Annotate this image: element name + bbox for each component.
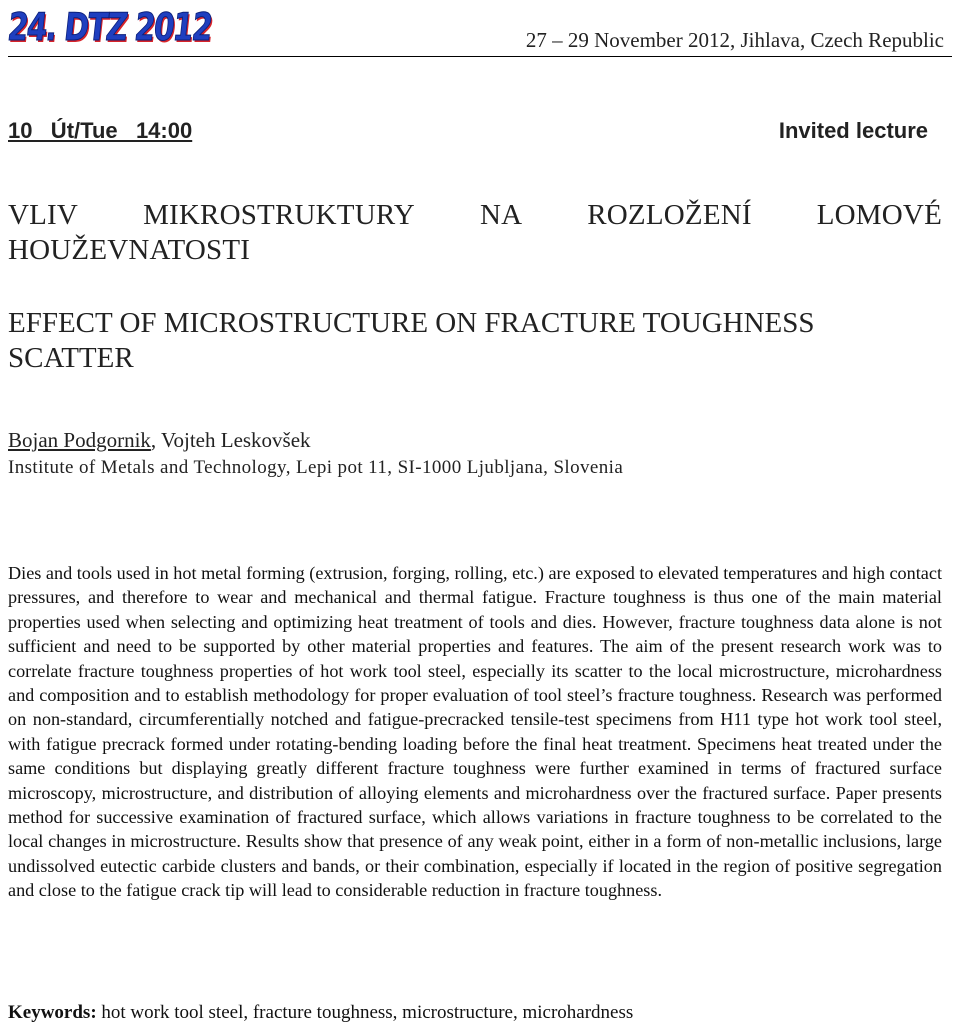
keywords-text: hot work tool steel, fracture toughness, microstructure, microhardness <box>96 1002 634 1023</box>
conference-logo-text: 24. DTZ 2012 <box>5 5 214 49</box>
page-header <box>5 5 952 57</box>
presenting-author: Bojan Podgornik <box>8 428 151 452</box>
session-row <box>8 118 928 148</box>
title-english: EFFECT OF MICROSTRUCTURE ON FRACTURE TOUGHNESS SCATTER <box>8 307 815 374</box>
session-type: Invited lecture <box>778 118 928 143</box>
title-czech-word: MIKROSTRUKTURY <box>143 199 415 231</box>
title-czech-word: LOMOVÉ <box>816 199 942 231</box>
authors <box>8 428 311 453</box>
conference-dates: 27 – 29 November 2012, Jihlava, Czech Republic <box>525 28 944 52</box>
title-czech-word: ROZLOŽENÍ <box>587 199 752 231</box>
keywords-label: Keywords: <box>8 1002 97 1023</box>
title-czech-word: VLIV <box>8 199 79 231</box>
affiliation: Institute of Metals and Technology, Lepi pot 11, SI-1000 Ljubljana, Slovenia <box>8 457 624 478</box>
session-slot: 10 Út/Tue 14:00 <box>8 118 193 143</box>
co-authors: , Vojteh Leskovšek <box>150 428 311 452</box>
title-czech-word: NA <box>479 199 523 231</box>
keywords <box>8 1002 633 1024</box>
title-czech-line1 <box>8 198 942 233</box>
abstract-text: Dies and tools used in hot metal forming (extrusion, forging, rolling, etc.) are exposed to elevated temperatures and high contact pressures, and therefore to wear and mechanical and thermal fatigue. Fracture toughness is thus one of the main material properties used when selecting and optimizing heat treatment of tools and dies. However, fracture toughness data alone is not sufficient and need to be supported by other material properties and features. The aim of the present research work was to correlate fracture toughness properties of hot work tool steel, especially its scatter to the local microstructure, microhardness and composition and to establish methodology for proper evaluation of tool steel’s fracture toughness. Research was performed on non-standard, circumferentially notched and fatigue-precracked tensile-test specimens from H11 type hot work tool steel, with fatigue precrack formed under rotating-bending loading before the final heat treatment. Specimens heat treated under the same conditions but displaying greatly different fracture toughness were further examined in terms of fractured surface microscopy, microstructure, and distribution of alloying elements and microhardness over the fractured surface. Paper presents method for successive examination of fractured surface, which allows variations in fracture toughness to be correlated to the local changes in microstructure. Results show that presence of any weak point, either in a form of non-metallic inclusions, large undissolved eutectic carbide clusters and bands, or their combination, especially if located in the region of positive segregation and close to the fatigue crack tip will lead to considerable reduction in fracture toughness. <box>8 563 942 901</box>
title-czech-line2: HOUŽEVNATOSTI <box>8 234 251 266</box>
conference-logo <box>5 5 269 49</box>
title-czech <box>8 198 942 268</box>
